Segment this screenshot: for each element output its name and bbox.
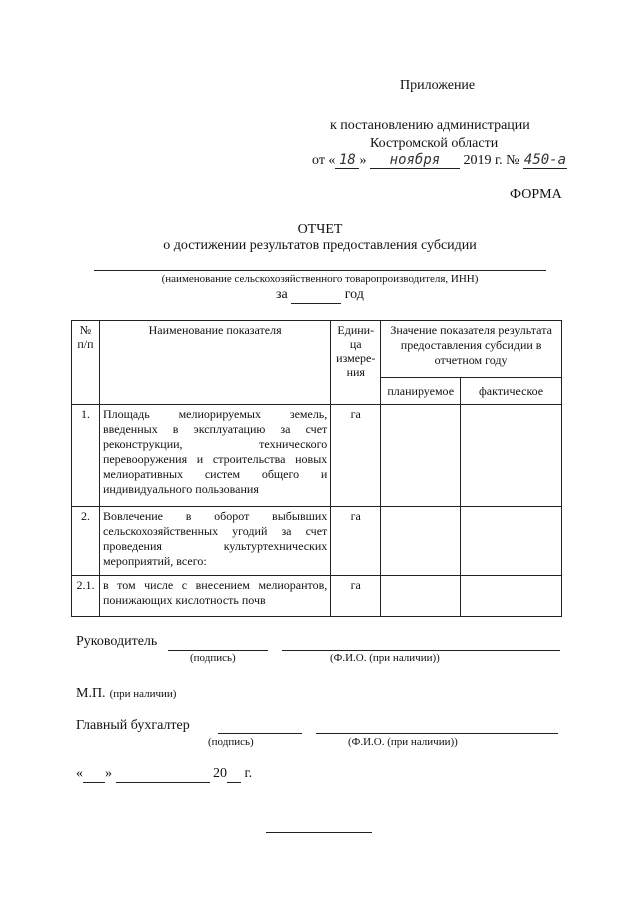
row-num: 1. [72, 405, 100, 507]
indicators-table [71, 320, 562, 617]
date-day: 18 [335, 152, 359, 169]
date-month-blank[interactable] [116, 766, 210, 783]
head-signature-line[interactable] [168, 650, 268, 651]
row-actual-cell[interactable] [461, 507, 562, 576]
accountant-fio-line[interactable] [316, 733, 558, 734]
appendix-line-1: к постановлению администрации [330, 118, 530, 133]
date-year-blank[interactable] [227, 766, 241, 783]
row-actual-cell[interactable] [461, 576, 562, 617]
header-unit: Едини-ца измере-ния [331, 321, 381, 405]
row-name: Площадь мелиорируемых земель, введенных в эксплуатацию за счет реконструкции, технического перевооружения и строительства новых мелиоративных систем общего и индивидуального пользования [99, 405, 330, 507]
date-suffix: г. [244, 766, 253, 781]
header-planned: планируемое [381, 378, 461, 405]
period-blank [291, 287, 341, 304]
row-name: Вовлечение в оборот выбывших сельскохозяйственных угодий за счет проведения культуртехнических мероприятий, всего: [99, 507, 330, 576]
row-actual-cell[interactable] [461, 405, 562, 507]
table-row [72, 507, 562, 576]
producer-name-line [94, 270, 546, 271]
report-subtitle: о достижении результатов предоставления субсидии [163, 238, 477, 253]
report-title: ОТЧЕТ [297, 222, 343, 237]
period-line [276, 287, 364, 304]
head-label: Руководитель [76, 634, 158, 649]
table-header-row [72, 321, 562, 378]
date-open-quote: « [76, 766, 83, 781]
accountant-signature-line[interactable] [218, 733, 302, 734]
row-num: 2. [72, 507, 100, 576]
date-day-blank[interactable] [83, 766, 105, 783]
appendix-heading: Приложение [400, 78, 476, 93]
date-prefix: от « [312, 153, 336, 168]
stamp-label: М.П. [76, 686, 106, 701]
date-mid: » [359, 153, 367, 168]
header-actual: фактическое [461, 378, 562, 405]
date-close-quote: » [105, 766, 112, 781]
row-name: в том числе с внесением мелиорантов, понижающих кислотность почв [99, 576, 330, 617]
accountant-fio-caption: (Ф.И.О. (при наличии)) [348, 736, 458, 748]
producer-caption: (наименование сельскохозяйственного товаропроизводителя, ИНН) [161, 273, 479, 285]
row-num: 2.1. [72, 576, 100, 617]
stamp-place [76, 684, 176, 702]
date-year: 2019 г. № [463, 153, 520, 168]
report-date-line [76, 766, 252, 783]
date-year-prefix: 20 [213, 766, 227, 781]
accountant-label: Главный бухгалтер [76, 718, 190, 733]
period-suffix: год [344, 287, 364, 302]
head-fio-caption: (Ф.И.О. (при наличии)) [330, 652, 440, 664]
period-prefix: за [276, 287, 288, 302]
row-planned-cell[interactable] [381, 405, 461, 507]
appendix-date-line [312, 152, 567, 169]
row-planned-cell[interactable] [381, 507, 461, 576]
table-row [72, 405, 562, 507]
accountant-signature-caption: (подпись) [208, 736, 254, 748]
table-row [72, 576, 562, 617]
form-label: ФОРМА [510, 187, 562, 202]
head-fio-line[interactable] [282, 650, 560, 651]
header-name: Наименование показателя [99, 321, 330, 405]
header-num: № п/п [72, 321, 100, 405]
row-unit: га [331, 405, 381, 507]
row-unit: га [331, 576, 381, 617]
appendix-line-2: Костромской области [370, 136, 499, 151]
row-planned-cell[interactable] [381, 576, 461, 617]
bottom-separator [266, 832, 372, 833]
header-value: Значение показателя результата предоставления субсидии в отчетном году [381, 321, 562, 378]
row-unit: га [331, 507, 381, 576]
head-signature-caption: (подпись) [190, 652, 236, 664]
stamp-note: (при наличии) [109, 688, 177, 700]
resolution-number: 450-а [523, 152, 567, 168]
date-month: ноября [370, 152, 460, 169]
